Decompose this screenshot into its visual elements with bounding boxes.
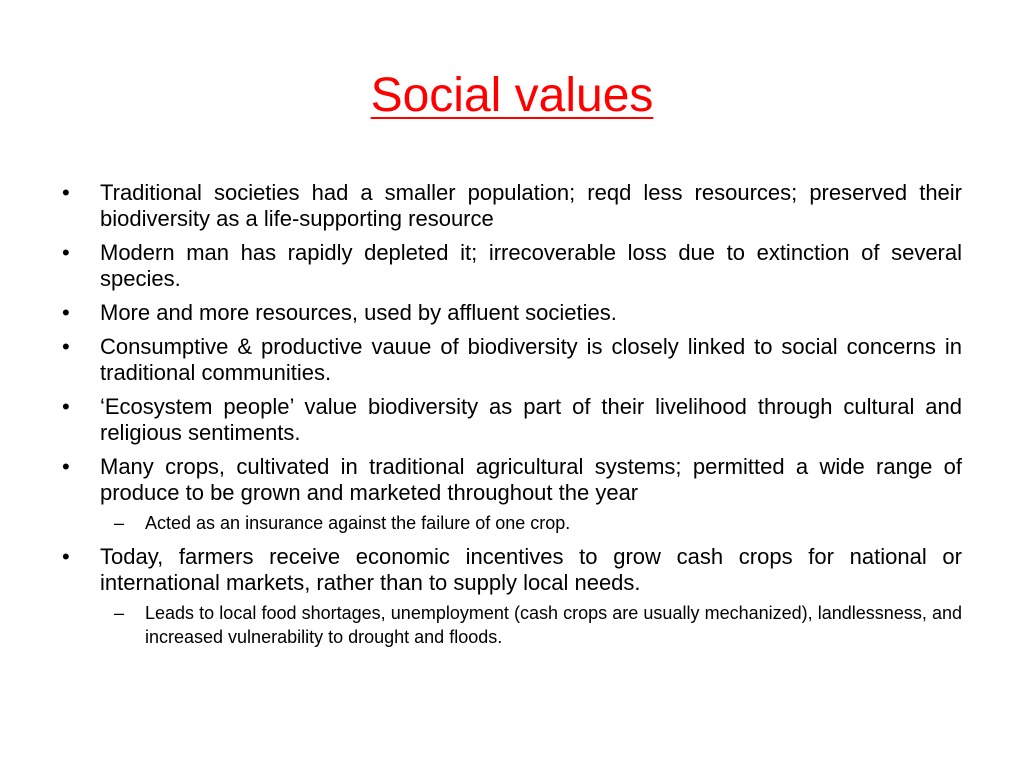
bullet-text: Consumptive & productive vauue of biodiversity is closely linked to social concerns in traditional communities. (100, 334, 962, 385)
slide-title: Social values (370, 69, 654, 122)
bullet-list (62, 180, 962, 658)
bullet-text: More and more resources, used by affluent societies. (100, 300, 617, 325)
bullet-item-7 (62, 544, 962, 596)
dash-icon: – (114, 513, 125, 533)
bullet-icon: • (62, 180, 70, 205)
sub-bullet-text: Acted as an insurance against the failure of one crop. (145, 513, 571, 533)
bullet-icon: • (62, 544, 70, 569)
bullet-text: ‘Ecosystem people’ value biodiversity as part of their livelihood through cultural and religious sentiments. (100, 394, 962, 445)
bullet-icon: • (62, 240, 70, 265)
sub-bullet-item-2 (112, 601, 962, 649)
bullet-item-4 (62, 334, 962, 386)
bullet-item-1 (62, 180, 962, 232)
bullet-item-6 (62, 454, 962, 506)
bullet-icon: • (62, 300, 70, 325)
bullet-icon: • (62, 394, 70, 419)
bullet-text: Many crops, cultivated in traditional agricultural systems; permitted a wide range of produce to be grown and marketed throughout the year (100, 454, 962, 505)
bullet-icon: • (62, 334, 70, 359)
bullet-text: Today, farmers receive economic incentives to grow cash crops for national or international markets, rather than to supply local needs. (100, 544, 962, 595)
bullet-item-2 (62, 240, 962, 292)
sub-bullet-text: Leads to local food shortages, unemployment (cash crops are usually mechanized), landlessness, and increased vulnerability to drought and floods. (145, 603, 962, 647)
dash-icon: – (114, 603, 125, 623)
bullet-text: Traditional societies had a smaller population; reqd less resources; preserved their biodiversity as a life-supporting resource (100, 180, 962, 231)
bullet-item-3 (62, 300, 962, 326)
bullet-item-5 (62, 394, 962, 446)
sub-bullet-item-1 (112, 511, 962, 535)
bullet-icon: • (62, 454, 70, 479)
bullet-text: Modern man has rapidly depleted it; irrecoverable loss due to extinction of several species. (100, 240, 962, 291)
